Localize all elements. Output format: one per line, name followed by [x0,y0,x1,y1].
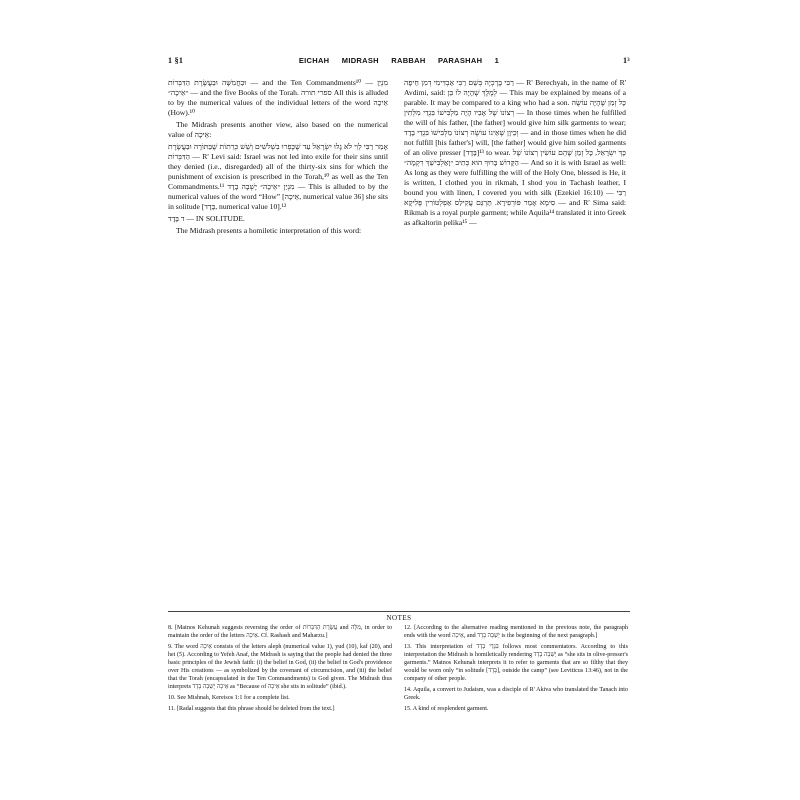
notes-left-column [168,624,392,716]
footnote: 14. Aquila, a convert to Judaism, was a disciple of R' Akiva who translated the Tanach into Greek. [404,687,628,701]
footnote: 11. [Radal suggests that this phrase should be deleted from the text.] [168,706,335,712]
notes-right-column [404,624,628,716]
running-header [168,56,630,70]
footnote: 15. A kind of resplendent garment. [404,706,489,712]
footnote: 13. This interpretation of בִּגְדֵי בָדָד follows most commentators. According to this interpretation the Midrash is homiletically rendering יָשְׁבָה בָדָד as “she sits in olive-presser's garments.” Matnos Kehunah interprets it to refer to garments that are so filthy that they would be worn only “in solitude [בָּדָד], outside the camp” (see Leviticus 13:46), not in the company of other people. [404,644,628,682]
page-number-right: 1³ [623,56,630,65]
right-paragraph: רַבִּי בֶּרֶכְיָה בְּשֵׁם רַבִּי אַבְדִּימִי דְמִן חֵיפָה — R' Berechyah, in the name of R' Avdimi, said: לְמֶלֶךְ שֶׁהָיָה לוֹ בֵּן — This may be explained by means of a parable. It may be compared to a king who had a son. כָּל זְמַן שֶׁהָיָה עוֹשֶׂה רְצוֹנוֹ שֶׁל אָבִיו הָיָה מַלְבִּישׁוֹ בִּגְדֵי מִלְּתִין — In those times when he fulfilled the will of his father, [the father] would give him silk garments to wear; וְכֵיוָן שֶׁאֵינוֹ עוֹשֶׂה רְצוֹנוֹ מַלְבִּישׁוֹ בִּגְדֵי בָדָד — and in those times when he did not fulfill [his father's] will, [the father] would give him soiled garments of an olive presser [בָּדָד]¹³ to wear. כָּךְ יִשְׂרָאֵל, כָּל זְמַן שֶׁהֵם עוֹשִׂין רְצוֹנוֹ שֶׁל הַקָּדוֹשׁ בָּרוּךְ הוּא כְּתִיב ״וָאַלְבִּישֵׁךְ רִקְמָה״ — And so it is with Israel as well: As long as they were fulfilling the will of the Holy One, blessed is He, it is written, I clothed you in rikmah, I shod you in Tachash leather, I bound you with linen, I covered you with silk (Ezekiel 16:10) — רַבִּי סִימָא אָמַר פּוֹרְפִירָא. תַּרְגֵּם עֲקִילַס אַפְלְטוֹרִין פֶּלִיקָא — and R' Sima said: Rikmah is a royal purple garment; while Aquila¹⁴ translated it into Greek as afkaltorin pelika¹⁵ — [404,78,626,227]
notes-title: NOTES [386,614,412,622]
running-title: EICHAH MIDRASH RABBAH PARASHAH 1 [298,56,500,65]
footnote: 10. See Mishnah, Kereisos 1:1 for a complete list. [168,695,290,701]
left-paragraph: The Midrash presents a homiletic interpretation of this word: [176,226,362,235]
footnote: 9. The word אֵיכָה consists of the letters aleph (numerical value 1), yud (10), kaf (20), and hei (5). According to Yefeh Anaf, the Midrash is saying that the people had denied the three basic principles of the Jewish faith: (i) the belief in God, (ii) the belief in God's providence over His creations — as symbolized by the covenant of circumcision, and (iii) the belief that the Torah (encapsulated in the Ten Commandments) is God given. The Midrash thus interprets אֵיכָה יָשְׁבָה בָדָד as “Because of אֵיכָה she sits in solitude” (ibid.). [168,644,392,690]
left-paragraph: אָמַר רַבִּי לֵוִי לֹא גָלוּ יִשְׂרָאֵל עַד שֶׁכָּפְרוּ בִשְׁלֹשִׁים וְשֵׁשׁ כְּרֵתוֹת שֶׁבַּתּוֹרָה וּבַעֲשֶׂרֶת הַדִּבְּרוֹת — R' Levi said: Israel was not led into exile for their sins until they denied (i.e., disregarded) all of the thirty-six sins for which the punishment of excision is prescribed in the Torah,¹⁰ as well as the Ten Commandments.¹¹ מִנְיַן ״אֵיכָה״ יָשְׁבָה בָדָד — This is alluded to by the numerical values of the word “How” [אֵיכָה, numerical value 36] she sits in solitude [בָּדָד, numerical value 10].¹² [168,142,388,211]
left-paragraph: The Midrash presents another view, also based on the numerical value of אֵיכָה: [168,120,388,139]
notes-divider [168,611,630,612]
right-column [404,78,626,230]
left-column [168,78,388,238]
section-heading: ד בָּדָד — IN SOLITUDE. [168,214,245,223]
left-paragraph: וּבַחֲמִשָּׁה וּבַעֲשֶׂרֶת הַדִּבְּרוֹת — and the Ten Commandments¹⁰ — מִנְיַן ״אֵיכָה״ — and the five Books of the Torah. ספרי תורה All this is alluded to by the numerical values of the individual letters of the word אֵיכָה (How).¹⁰ [168,78,389,117]
footnote: 8. [Matnos Kehunah suggests reversing the order of עֲשֶׂרֶת הַדִּבְּרוֹת and מִלָּה, in order to maintain the order of the letters אֵיכָה. Cf. Rashash and Maharzu.] [168,625,392,639]
page-section-left: 1 §1 [168,56,184,65]
footnote: 12. [According to the alternative reading mentioned in the previous note, the paragraph ends with the word אֵיכָה, and יָשְׁבָה בָדָד is the beginning of the next paragraph.] [404,625,628,639]
